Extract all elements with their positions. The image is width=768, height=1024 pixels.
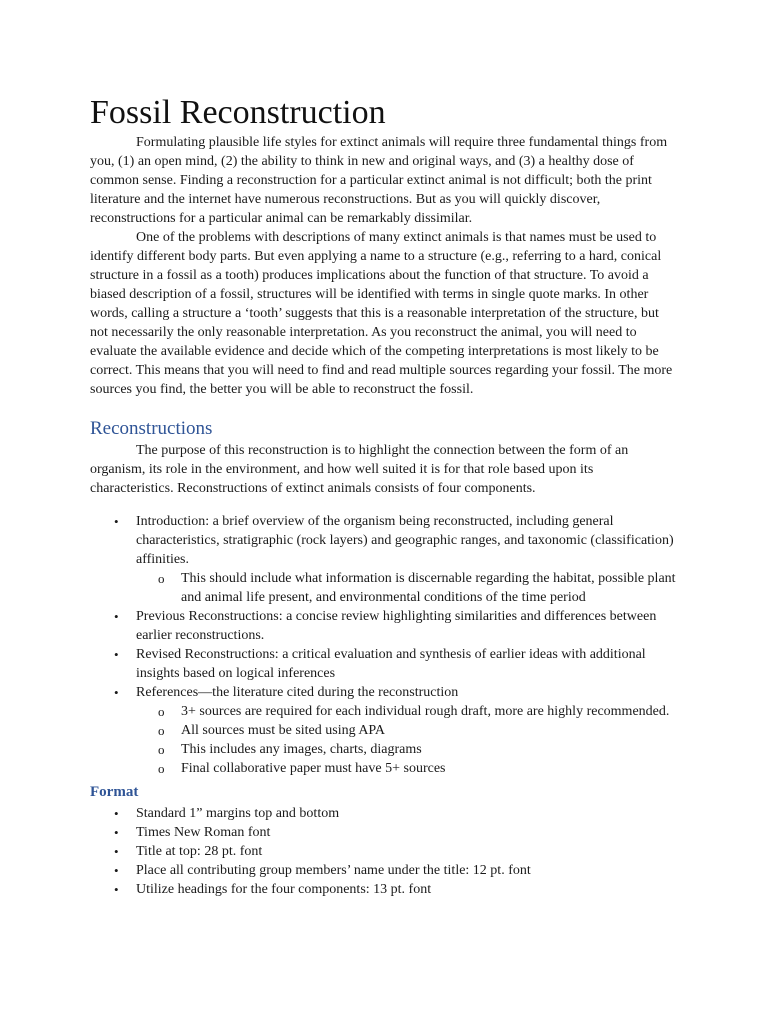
sub-list-item: o This includes any images, charts, diagrams [136, 740, 680, 759]
list-item-introduction [90, 512, 680, 607]
format-list [90, 804, 680, 899]
document-body [90, 93, 680, 899]
format-heading: Format [90, 784, 139, 800]
list-item-revised-reconstructions [90, 645, 680, 683]
format-item: • Title at top: 28 pt. font [90, 842, 680, 861]
list-item-text: Previous Reconstructions: a concise review highlighting similarities and differences between earlier reconstructions. [136, 609, 657, 643]
list-item-references [90, 683, 680, 778]
format-item: • Standard 1” margins top and bottom [90, 804, 680, 823]
intro-paragraph-2: One of the problems with descriptions of many extinct animals is that names must be used to identify different body parts. But even applying a name to a structure (e.g., referring to a hard, conical structure in a fossil as a tooth) produces implications about the function of that structure. To avoid a biased description of a fossil, structures will be identified with terms in single quote marks. In other words, calling a structure a ‘tooth’ suggests that this is a reasonable interpretation of the structure, but not necessarily the only reasonable interpretation. As you reconstruct the animal, you will need to evaluate the available evidence and decide which of the competing interpretations is most likely to be correct. This means that you will need to find and read multiple sources regarding your fossil. The more sources you find, the better you will be able to reconstruct the fossil. [90, 230, 673, 397]
reconstructions-heading: Reconstructions [90, 418, 213, 439]
list-item-previous-reconstructions [90, 607, 680, 645]
format-item: • Utilize headings for the four components: 13 pt. font [90, 880, 680, 899]
reconstructions-paragraph: The purpose of this reconstruction is to highlight the connection between the form of an organism, its role in the environment, and how well suited it is for that role based upon its characteristics. Reconstructions of extinct animals consists of four components. [90, 443, 629, 496]
page-title: Fossil Reconstruction [90, 94, 386, 131]
format-item: • Place all contributing group members’ name under the title: 12 pt. font [90, 861, 680, 880]
format-item: • Times New Roman font [90, 823, 680, 842]
sub-list [136, 569, 680, 607]
sub-list [136, 702, 680, 778]
sub-list-item: o Final collaborative paper must have 5+ sources [136, 759, 680, 778]
sub-list-item: o All sources must be sited using APA [136, 721, 680, 740]
list-item-text: Revised Reconstructions: a critical evaluation and synthesis of earlier ideas with additional insights based on logical inferences [136, 647, 646, 681]
list-item-text: Introduction: a brief overview of the organism being reconstructed, including general characteristics, stratigraphic (rock layers) and geographic ranges, and taxonomic (classification) affinities. [136, 514, 674, 567]
sub-list-item: o This should include what information is discernable regarding the habitat, possible plant and animal life present, and environmental conditions of the time period [136, 569, 680, 607]
intro-paragraph-1: Formulating plausible life styles for extinct animals will require three fundamental things from you, (1) an open mind, (2) the ability to think in new and original ways, and (3) a healthy dose of common sense. Finding a reconstruction for a particular extinct animal is not difficult; both the print literature and the internet have numerous reconstructions. But as you will quickly discover, reconstructions for a particular animal can be remarkably dissimilar. [90, 135, 668, 226]
components-list [90, 512, 680, 778]
list-item-text: References—the literature cited during the reconstruction [136, 685, 459, 700]
sub-list-item: o 3+ sources are required for each individual rough draft, more are highly recommended. [136, 702, 680, 721]
